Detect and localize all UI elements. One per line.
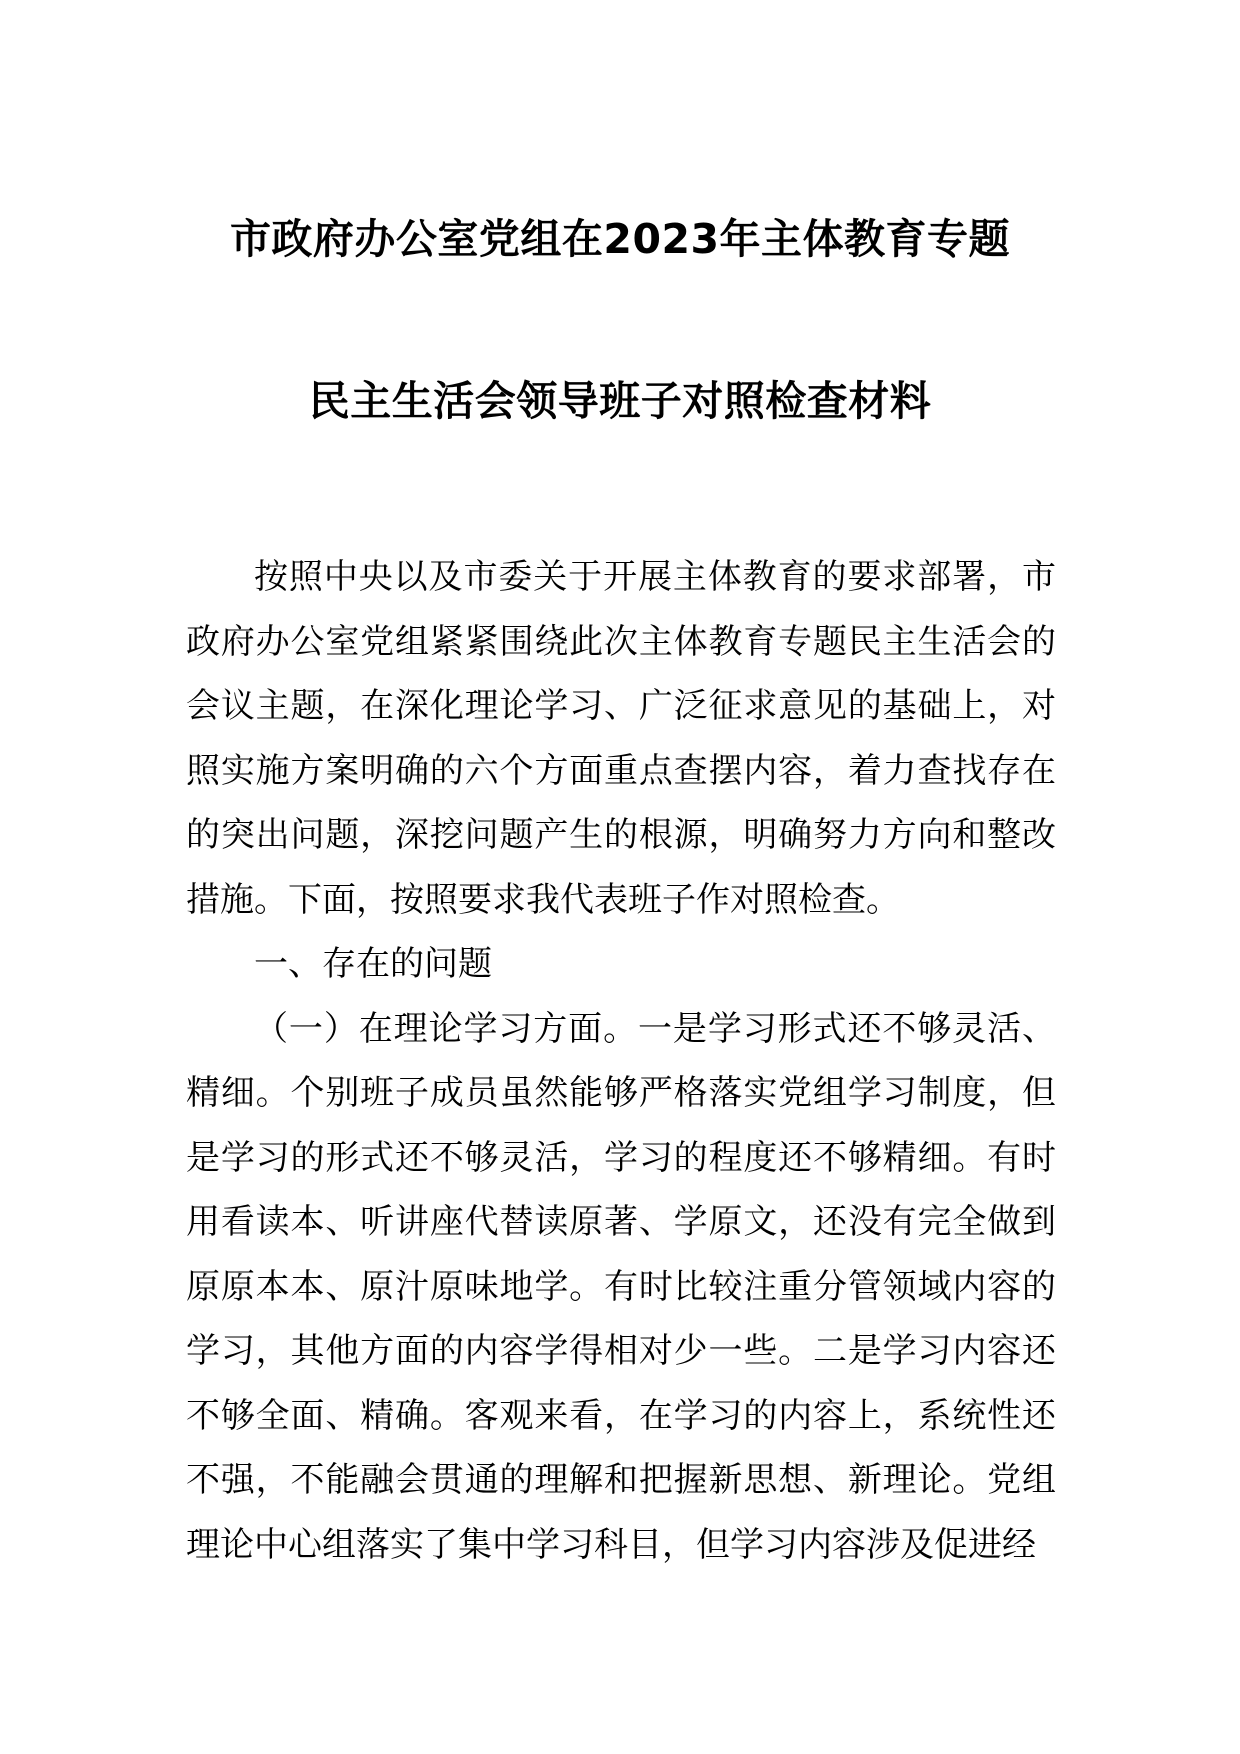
document-body: [186, 545, 1056, 1577]
document-title-line-2: 民主生活会领导班子对照检查材料: [308, 377, 932, 425]
intro-paragraph: 按照中央以及市委关于开展主体教育的要求部署，市政府办公室党组紧紧围绕此次主体教育专题民主生活会的会议主题，在深化理论学习、广泛征求意见的基础上，对照实施方案明确的六个方面重点查摆内容，着力查找存在的突出问题，深挖问题产生的根源，明确努力方向和整改措施。下面，按照要求我代表班子作对照检查。: [186, 557, 1056, 920]
theory-study-paragraph: （一）在理论学习方面。一是学习形式还不够灵活、精细。个别班子成员虽然能够严格落实党组学习制度，但是学习的形式还不够灵活，学习的程度还不够精细。有时用看读本、听讲座代替读原著、学原文，还没有完全做到原原本本、原汁原味地学。有时比较注重分管领域内容的学习，其他方面的内容学得相对少一些。二是学习内容还不够全面、精确。客观来看，在学习的内容上，系统性还不强，不能融会贯通的理解和把握新思想、新理论。党组理论中心组落实了集中学习科目，但学习内容涉及促进经: [186, 1008, 1056, 1565]
section-heading-problems: 一、存在的问题: [254, 944, 492, 984]
document-title-line-1: 市政府办公室党组在2023年主体教育专题: [229, 215, 1011, 263]
